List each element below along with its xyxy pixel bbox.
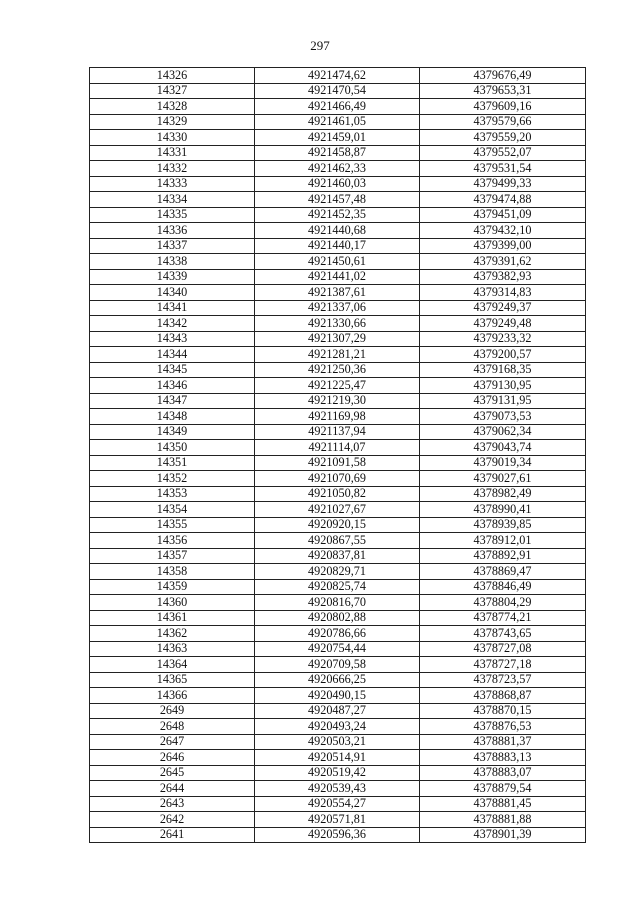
- table-row: [90, 347, 586, 363]
- point-number-cell: 14330: [90, 130, 255, 146]
- table-row: [90, 440, 586, 456]
- point-number-cell: 2643: [90, 796, 255, 812]
- point-number-cell: 2647: [90, 734, 255, 750]
- x-coordinate-cell: 4920709,58: [255, 657, 420, 673]
- table-row: [90, 548, 586, 564]
- y-coordinate-cell: 4379019,34: [420, 455, 586, 471]
- x-coordinate-cell: 4921461,05: [255, 114, 420, 130]
- x-coordinate-cell: 4920867,55: [255, 533, 420, 549]
- y-coordinate-cell: 4378727,08: [420, 641, 586, 657]
- x-coordinate-cell: 4921470,54: [255, 83, 420, 99]
- point-number-cell: 14345: [90, 362, 255, 378]
- x-coordinate-cell: 4920596,36: [255, 827, 420, 843]
- point-number-cell: 14328: [90, 99, 255, 115]
- y-coordinate-cell: 4379062,34: [420, 424, 586, 440]
- point-number-cell: 14337: [90, 238, 255, 254]
- point-number-cell: 14327: [90, 83, 255, 99]
- x-coordinate-cell: 4921459,01: [255, 130, 420, 146]
- table-row: [90, 796, 586, 812]
- x-coordinate-cell: 4921457,48: [255, 192, 420, 208]
- table-row: [90, 207, 586, 223]
- x-coordinate-cell: 4920554,27: [255, 796, 420, 812]
- point-number-cell: 14353: [90, 486, 255, 502]
- x-coordinate-cell: 4921441,02: [255, 269, 420, 285]
- point-number-cell: 14350: [90, 440, 255, 456]
- x-coordinate-cell: 4921440,68: [255, 223, 420, 239]
- x-coordinate-cell: 4921137,94: [255, 424, 420, 440]
- table-row: [90, 750, 586, 766]
- y-coordinate-cell: 4379073,53: [420, 409, 586, 425]
- table-row: [90, 223, 586, 239]
- x-coordinate-cell: 4921440,17: [255, 238, 420, 254]
- x-coordinate-cell: 4921330,66: [255, 316, 420, 332]
- y-coordinate-cell: 4378881,45: [420, 796, 586, 812]
- table-row: [90, 765, 586, 781]
- table-row: [90, 502, 586, 518]
- y-coordinate-cell: 4378939,85: [420, 517, 586, 533]
- y-coordinate-cell: 4378881,88: [420, 812, 586, 828]
- point-number-cell: 14352: [90, 471, 255, 487]
- x-coordinate-cell: 4921450,61: [255, 254, 420, 270]
- x-coordinate-cell: 4920786,66: [255, 626, 420, 642]
- y-coordinate-cell: 4379043,74: [420, 440, 586, 456]
- point-number-cell: 14365: [90, 672, 255, 688]
- x-coordinate-cell: 4920539,43: [255, 781, 420, 797]
- table-row: [90, 254, 586, 270]
- table-row: [90, 734, 586, 750]
- table-row: [90, 719, 586, 735]
- point-number-cell: 2641: [90, 827, 255, 843]
- table-row: [90, 533, 586, 549]
- point-number-cell: 14356: [90, 533, 255, 549]
- point-number-cell: 14342: [90, 316, 255, 332]
- y-coordinate-cell: 4378868,87: [420, 688, 586, 704]
- table-row: [90, 471, 586, 487]
- y-coordinate-cell: 4379382,93: [420, 269, 586, 285]
- point-number-cell: 14357: [90, 548, 255, 564]
- y-coordinate-cell: 4378879,54: [420, 781, 586, 797]
- x-coordinate-cell: 4921452,35: [255, 207, 420, 223]
- y-coordinate-cell: 4378870,15: [420, 703, 586, 719]
- point-number-cell: 14333: [90, 176, 255, 192]
- point-number-cell: 14340: [90, 285, 255, 301]
- table-row: [90, 99, 586, 115]
- point-number-cell: 14359: [90, 579, 255, 595]
- x-coordinate-cell: 4920829,71: [255, 564, 420, 580]
- table-row: [90, 161, 586, 177]
- point-number-cell: 14358: [90, 564, 255, 580]
- table-row: [90, 114, 586, 130]
- y-coordinate-cell: 4378727,18: [420, 657, 586, 673]
- coordinates-table-body: [90, 68, 586, 843]
- x-coordinate-cell: 4921114,07: [255, 440, 420, 456]
- table-row: [90, 269, 586, 285]
- point-number-cell: 14332: [90, 161, 255, 177]
- x-coordinate-cell: 4921169,98: [255, 409, 420, 425]
- y-coordinate-cell: 4378869,47: [420, 564, 586, 580]
- x-coordinate-cell: 4920837,81: [255, 548, 420, 564]
- y-coordinate-cell: 4379653,31: [420, 83, 586, 99]
- y-coordinate-cell: 4379200,57: [420, 347, 586, 363]
- point-number-cell: 14361: [90, 610, 255, 626]
- point-number-cell: 14335: [90, 207, 255, 223]
- point-number-cell: 14354: [90, 502, 255, 518]
- table-row: [90, 703, 586, 719]
- point-number-cell: 14338: [90, 254, 255, 270]
- table-row: [90, 68, 586, 84]
- x-coordinate-cell: 4921462,33: [255, 161, 420, 177]
- point-number-cell: 2642: [90, 812, 255, 828]
- table-row: [90, 192, 586, 208]
- table-row: [90, 145, 586, 161]
- y-coordinate-cell: 4379432,10: [420, 223, 586, 239]
- x-coordinate-cell: 4920514,91: [255, 750, 420, 766]
- x-coordinate-cell: 4920754,44: [255, 641, 420, 657]
- y-coordinate-cell: 4379474,88: [420, 192, 586, 208]
- table-row: [90, 626, 586, 642]
- x-coordinate-cell: 4921027,67: [255, 502, 420, 518]
- x-coordinate-cell: 4921307,29: [255, 331, 420, 347]
- x-coordinate-cell: 4920920,15: [255, 517, 420, 533]
- y-coordinate-cell: 4378883,13: [420, 750, 586, 766]
- point-number-cell: 2644: [90, 781, 255, 797]
- table-row: [90, 176, 586, 192]
- table-row: [90, 83, 586, 99]
- y-coordinate-cell: 4378743,65: [420, 626, 586, 642]
- x-coordinate-cell: 4921474,62: [255, 68, 420, 84]
- table-row: [90, 409, 586, 425]
- y-coordinate-cell: 4379676,49: [420, 68, 586, 84]
- y-coordinate-cell: 4379609,16: [420, 99, 586, 115]
- x-coordinate-cell: 4921460,03: [255, 176, 420, 192]
- table-row: [90, 316, 586, 332]
- x-coordinate-cell: 4920571,81: [255, 812, 420, 828]
- y-coordinate-cell: 4379233,32: [420, 331, 586, 347]
- x-coordinate-cell: 4920816,70: [255, 595, 420, 611]
- coordinates-table: [89, 67, 586, 843]
- y-coordinate-cell: 4378881,37: [420, 734, 586, 750]
- y-coordinate-cell: 4379027,61: [420, 471, 586, 487]
- point-number-cell: 14349: [90, 424, 255, 440]
- y-coordinate-cell: 4379531,54: [420, 161, 586, 177]
- x-coordinate-cell: 4920825,74: [255, 579, 420, 595]
- point-number-cell: 14343: [90, 331, 255, 347]
- y-coordinate-cell: 4378901,39: [420, 827, 586, 843]
- table-row: [90, 130, 586, 146]
- y-coordinate-cell: 4379131,95: [420, 393, 586, 409]
- table-row: [90, 331, 586, 347]
- table-row: [90, 486, 586, 502]
- table-row: [90, 455, 586, 471]
- table-row: [90, 393, 586, 409]
- point-number-cell: 14329: [90, 114, 255, 130]
- point-number-cell: 14334: [90, 192, 255, 208]
- table-row: [90, 424, 586, 440]
- point-number-cell: 2648: [90, 719, 255, 735]
- y-coordinate-cell: 4379130,95: [420, 378, 586, 394]
- table-row: [90, 300, 586, 316]
- y-coordinate-cell: 4378883,07: [420, 765, 586, 781]
- point-number-cell: 14331: [90, 145, 255, 161]
- point-number-cell: 2645: [90, 765, 255, 781]
- point-number-cell: 14364: [90, 657, 255, 673]
- x-coordinate-cell: 4921070,69: [255, 471, 420, 487]
- y-coordinate-cell: 4378892,91: [420, 548, 586, 564]
- table-row: [90, 579, 586, 595]
- x-coordinate-cell: 4921091,58: [255, 455, 420, 471]
- y-coordinate-cell: 4379559,20: [420, 130, 586, 146]
- y-coordinate-cell: 4379579,66: [420, 114, 586, 130]
- table-row: [90, 285, 586, 301]
- x-coordinate-cell: 4921387,61: [255, 285, 420, 301]
- point-number-cell: 14336: [90, 223, 255, 239]
- table-row: [90, 595, 586, 611]
- y-coordinate-cell: 4379499,33: [420, 176, 586, 192]
- x-coordinate-cell: 4921050,82: [255, 486, 420, 502]
- y-coordinate-cell: 4379314,83: [420, 285, 586, 301]
- point-number-cell: 14360: [90, 595, 255, 611]
- y-coordinate-cell: 4379168,35: [420, 362, 586, 378]
- page-number: 297: [310, 38, 330, 53]
- point-number-cell: 14339: [90, 269, 255, 285]
- x-coordinate-cell: 4921250,36: [255, 362, 420, 378]
- y-coordinate-cell: 4378982,49: [420, 486, 586, 502]
- point-number-cell: 14355: [90, 517, 255, 533]
- table-row: [90, 517, 586, 533]
- x-coordinate-cell: 4920503,21: [255, 734, 420, 750]
- table-row: [90, 378, 586, 394]
- y-coordinate-cell: 4378876,53: [420, 719, 586, 735]
- table-row: [90, 672, 586, 688]
- table-row: [90, 657, 586, 673]
- point-number-cell: 14347: [90, 393, 255, 409]
- x-coordinate-cell: 4920802,88: [255, 610, 420, 626]
- point-number-cell: 2649: [90, 703, 255, 719]
- x-coordinate-cell: 4920490,15: [255, 688, 420, 704]
- table-row: [90, 362, 586, 378]
- y-coordinate-cell: 4379249,37: [420, 300, 586, 316]
- x-coordinate-cell: 4921281,21: [255, 347, 420, 363]
- x-coordinate-cell: 4921219,30: [255, 393, 420, 409]
- y-coordinate-cell: 4378846,49: [420, 579, 586, 595]
- y-coordinate-cell: 4379451,09: [420, 207, 586, 223]
- point-number-cell: 14363: [90, 641, 255, 657]
- x-coordinate-cell: 4921225,47: [255, 378, 420, 394]
- y-coordinate-cell: 4379249,48: [420, 316, 586, 332]
- x-coordinate-cell: 4920487,27: [255, 703, 420, 719]
- point-number-cell: 14351: [90, 455, 255, 471]
- table-row: [90, 688, 586, 704]
- x-coordinate-cell: 4921458,87: [255, 145, 420, 161]
- x-coordinate-cell: 4921466,49: [255, 99, 420, 115]
- point-number-cell: 14348: [90, 409, 255, 425]
- x-coordinate-cell: 4921337,06: [255, 300, 420, 316]
- point-number-cell: 14341: [90, 300, 255, 316]
- x-coordinate-cell: 4920666,25: [255, 672, 420, 688]
- table-row: [90, 827, 586, 843]
- table-row: [90, 812, 586, 828]
- y-coordinate-cell: 4379391,62: [420, 254, 586, 270]
- y-coordinate-cell: 4378990,41: [420, 502, 586, 518]
- table-row: [90, 238, 586, 254]
- y-coordinate-cell: 4378774,21: [420, 610, 586, 626]
- y-coordinate-cell: 4379399,00: [420, 238, 586, 254]
- y-coordinate-cell: 4379552,07: [420, 145, 586, 161]
- point-number-cell: 14344: [90, 347, 255, 363]
- table-row: [90, 610, 586, 626]
- point-number-cell: 14366: [90, 688, 255, 704]
- y-coordinate-cell: 4378723,57: [420, 672, 586, 688]
- point-number-cell: 2646: [90, 750, 255, 766]
- point-number-cell: 14346: [90, 378, 255, 394]
- y-coordinate-cell: 4378912,01: [420, 533, 586, 549]
- table-row: [90, 781, 586, 797]
- table-row: [90, 641, 586, 657]
- x-coordinate-cell: 4920519,42: [255, 765, 420, 781]
- point-number-cell: 14326: [90, 68, 255, 84]
- table-row: [90, 564, 586, 580]
- x-coordinate-cell: 4920493,24: [255, 719, 420, 735]
- y-coordinate-cell: 4378804,29: [420, 595, 586, 611]
- point-number-cell: 14362: [90, 626, 255, 642]
